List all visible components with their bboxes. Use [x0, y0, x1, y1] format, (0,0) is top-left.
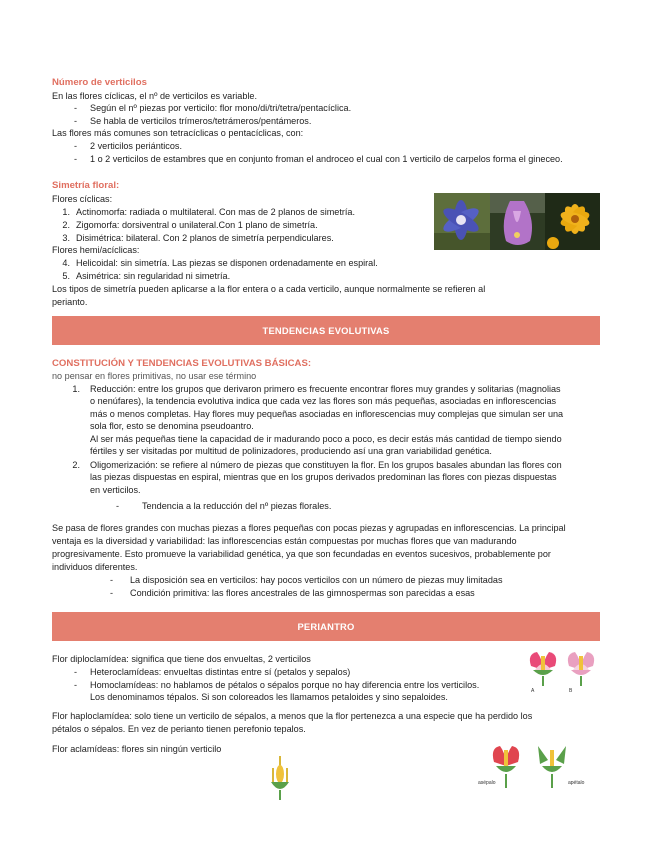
simetria-item-5: 5. Asimétrica: sin regularidad ni simetría. — [62, 271, 231, 281]
simetria-para-1: Los tipos de simetría pueden aplicarse a la flor entera o a cada verticilo, aunque normalmente se refieren al — [52, 284, 486, 294]
haploclamidea-diagram — [470, 742, 590, 797]
verticilos-line-4: Las flores más comunes son tetracíclicas o pentacíclicas, con: — [52, 128, 304, 138]
verticilos-bullet-1: - Según el nº piezas por verticilo: flor mono/di/tri/tetra/pentacíclica. — [74, 103, 352, 113]
verticilos-bullet-4: - 1 o 2 verticilos de estambres que en conjunto froman el androceo el cual con 1 verticilo de carpelos forma el gineceo. — [74, 154, 563, 164]
simetria-item-3: 3. Disimétrica: bilateral. Con 2 planos de simetría perpendiculares. — [62, 233, 334, 243]
label-a: A — [531, 688, 535, 694]
dissymmetric-flower-photo — [545, 193, 600, 250]
oligomerizacion-num: 2. — [72, 460, 80, 470]
tendencias-para-4: individuos diferentes. — [52, 562, 138, 572]
reduccion-line-5: Al ser más pequeñas tiene la capacidad de ir madurando poco a poco, es decir estás más cantidad de tiempo siendo — [90, 433, 562, 444]
disposicion-bullet: - La disposición sea en verticilos: hay pocos verticilos con un número de piezas muy limitadas — [110, 575, 503, 585]
simetria-title: Simetría floral: — [52, 180, 120, 191]
diploclamidea-diagram — [525, 646, 605, 696]
tendencias-para-2: ventaja es la diversidad y variabilidad: las inflorescencias están compuestas por muchas flores que van madurando — [52, 536, 517, 546]
banner-tendencias: TENDENCIAS EVOLUTIVAS — [52, 316, 600, 345]
apetalo-flower — [538, 746, 566, 788]
condicion-bullet: - Condición primitiva: las flores ancestrales de las gimnospermas son parecidas a esas — [110, 588, 475, 598]
flower-diagram-b — [568, 652, 594, 686]
flower-diagram-a — [530, 652, 556, 686]
reduccion-num: 1. — [72, 384, 80, 394]
aclamidea-flower-diagram — [268, 756, 292, 800]
oligomerizacion-line-1: Oligomerización: se refiere al número de piezas que constituyen la flor. En los grupos basales abundan las flores con — [90, 460, 562, 470]
oligomerizacion-line-2: las piezas dispuestas en espiral, mientras que en los grupos derivados predominan las flores con piezas dispuestas — [90, 472, 557, 483]
oligomerizacion-line-3: en verticilos. — [90, 484, 141, 495]
simetria-para-2: perianto. — [52, 297, 88, 307]
label-asepalo: asépalo — [478, 780, 496, 786]
haploclamidea-line-1: Flor haploclamídea: solo tiene un verticilo de sépalos, a menos que la flor pertenezca a una especie que ha perdido los — [52, 711, 533, 721]
verticilos-title: Número de verticilos — [52, 77, 147, 88]
reduccion-line-1: Reducción: entre los grupos que derivaron primero es frecuente encontrar flores muy grandes y solitarias (magnolias — [90, 384, 561, 394]
reduccion-line-6: fértiles y ser visitadas por multitud de polinizadores, produciendo así una gran variabilidad genética. — [90, 446, 492, 457]
reduccion-line-4: sola flor, esto se denomina pseudoantro. — [90, 421, 254, 432]
verticilos-line-1: En las flores cíclicas, el nº de verticilos es variable. — [52, 91, 257, 101]
verticilos-bullet-3: - 2 verticilos periánticos. — [74, 141, 182, 151]
simetria-item-1: 1. Actinomorfa: radiada o multilateral. Con mas de 2 planos de simetría. — [62, 207, 356, 217]
reduccion-line-3: más o menos completas. Hay flores muy pequeñas asociadas en inflorescencias muy complejas que simulan ser una — [90, 408, 564, 419]
asepalo-flower — [493, 746, 519, 788]
homoclamideas-line-2: Los denominamos tépalos. Si son coloreados les llamamos petaloides y sino sepaloides. — [90, 692, 448, 702]
haploclamidea-line-2: pétalos o sépalos. En vez de perianto tienen perefonio tepalos. — [52, 724, 306, 734]
flores-hemi: Flores hemi/acíclicas: — [52, 245, 140, 255]
tendencias-title: CONSTITUCIÓN Y TENDENCIAS EVOLUTIVAS BÁSICAS: — [52, 358, 312, 369]
verticilos-bullet-2: - Se habla de verticilos trímeros/tetrámeros/pentámeros. — [74, 116, 312, 126]
zygomorphic-flower-photo — [490, 193, 545, 250]
tendencias-para-1: Se pasa de flores grandes con muchas piezas a flores pequeñas con pocas piezas y agrupadas en inflorescencias. La principal — [52, 523, 566, 533]
simetria-item-2: 2. Zigomorfa: dorsiventral o unilateral.Con 1 plano de simetría. — [62, 220, 318, 230]
label-apetalo: apétalo — [568, 780, 585, 786]
simetria-item-4: 4. Helicoidal: sin simetría. Las piezas se disponen ordenadamente en espiral. — [62, 258, 378, 268]
oligomerizacion-bullet: - Tendencia a la reducción del nº piezas florales. — [116, 501, 332, 511]
oligomerizacion-item — [62, 459, 600, 496]
homoclamideas-bullet: - Homoclamídeas: no hablamos de pétalos o sépalos porque no hay diferencia entre los verticilos. — [74, 680, 480, 690]
actinomorphic-flower-photo — [434, 193, 490, 250]
heteroclamideas-bullet: - Heteroclamídeas: envueltas distintas entre sí (petalos y sepalos) — [74, 667, 351, 677]
reduccion-item — [62, 383, 600, 457]
flores-ciclicas: Flores cíclicas: — [52, 194, 113, 204]
label-b: B — [569, 688, 573, 694]
tendencias-para-3: progresivamente. Esto promueve la variabilidad genética, ya que son fecundadas en eventos sucesivos, probablemente por — [52, 549, 551, 559]
diploclamidea: Flor diploclamídea: significa que tiene dos envueltas, 2 verticilos — [52, 654, 311, 664]
flower-photos — [434, 193, 600, 250]
reduccion-line-2: o nenúfares), la tendencia evolutiva indica que cada vez las flores son más pequeñas, asociadas en inflorescencias — [90, 396, 557, 407]
aclamideas: Flor aclamídeas: flores sin ningún verticilo — [52, 744, 222, 754]
tendencias-subtitle: no pensar en flores primitivas, no usar ese término — [52, 371, 257, 381]
banner-periantro: PERIANTRO — [52, 612, 600, 641]
